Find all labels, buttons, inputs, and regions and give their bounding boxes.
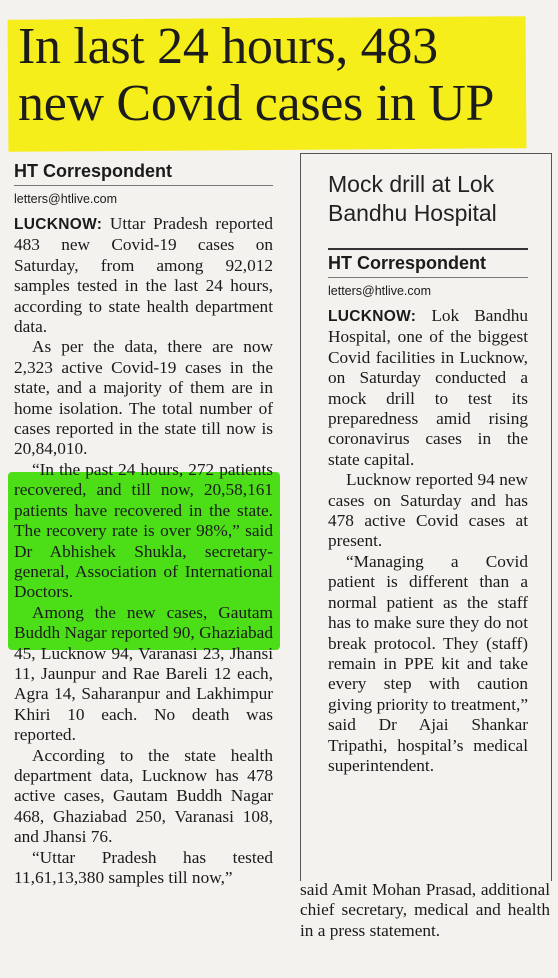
continuation-paragraph: said Amit Mohan Prasad, additional chief secretary, medical and health in a press statement. [300,880,550,940]
sidebar-dateline: LUCKNOW: [328,308,417,325]
main-paragraph-3: “In the past 24 hours, 272 patients recovered, and till now, 20,58,161 patients have recovered in the state. The recovery rate is over 98%,” said Dr Abhishek Shukla, secretary-general, Association of International Doctors. [14,459,273,602]
sidebar-paragraph-3: “Managing a Covid patient is different than a normal patient as the staff has to make sure they do not break protocol. They (staff) remain in PPE kit and take every step with caution giving priority to treatment,” said Dr Ajai Shankar Tripathi, hospital’s medical superintendent. [328,551,528,775]
sidebar-email: letters@htlive.com [328,284,431,298]
sidebar-title: Mock drill at Lok Bandhu Hospital [328,171,497,226]
main-paragraph-4: Among the new cases, Gautam Buddh Nagar reported 90, Ghaziabad 45, Lucknow 94, Varanasi 23, Jhansi 11, Jaunpur and Rae Bareli 12 each, Agra 14, Saharanpur and Lakhimpur Khiri 10 each. No death was reported. [14,602,273,745]
headline [18,18,548,132]
sidebar-paragraph-2: Lucknow reported 94 new cases on Saturday and has 478 active Covid cases at present. [328,470,528,551]
main-paragraph-6: “Uttar Pradesh has tested 11,61,13,380 samples till now,” [14,847,273,887]
headline-line-2: new Covid cases in UP [18,75,495,132]
main-byline: HT Correspondent [14,160,273,186]
sidebar-paragraph-1: LUCKNOW: Lok Bandhu Hospital, one of the biggest Covid facilities in Lucknow, on Saturday conducted a mock drill to test its preparedness amid rising coronavirus cases in the state capital. [328,306,528,469]
main-paragraph-5: According to the state health department data, Lucknow has 478 active cases, Gautam Buddh Nagar 468, Ghaziabad 250, Varanasi 108, and Jhansi 76. [14,745,273,847]
main-paragraph-1: LUCKNOW: Uttar Pradesh reported 483 new Covid-19 cases on Saturday, from among 92,012 samples tested in the last 24 hours, according to state health department data. [14,214,274,337]
sidebar-rule [328,248,528,250]
main-dateline: LUCKNOW: [14,216,103,233]
main-paragraph-2: As per the data, there are now 2,323 active Covid-19 cases in the state, and a majority of them are in home isolation. The total number of cases reported in the state till now is 20,84,010. [14,337,273,459]
main-story-continuation [300,880,550,941]
headline-line-1: In last 24 hours, 483 [18,18,438,75]
sidebar-story [328,170,528,776]
sidebar-byline: HT Correspondent [328,252,528,278]
main-story [14,160,273,888]
main-email: letters@htlive.com [14,192,117,206]
